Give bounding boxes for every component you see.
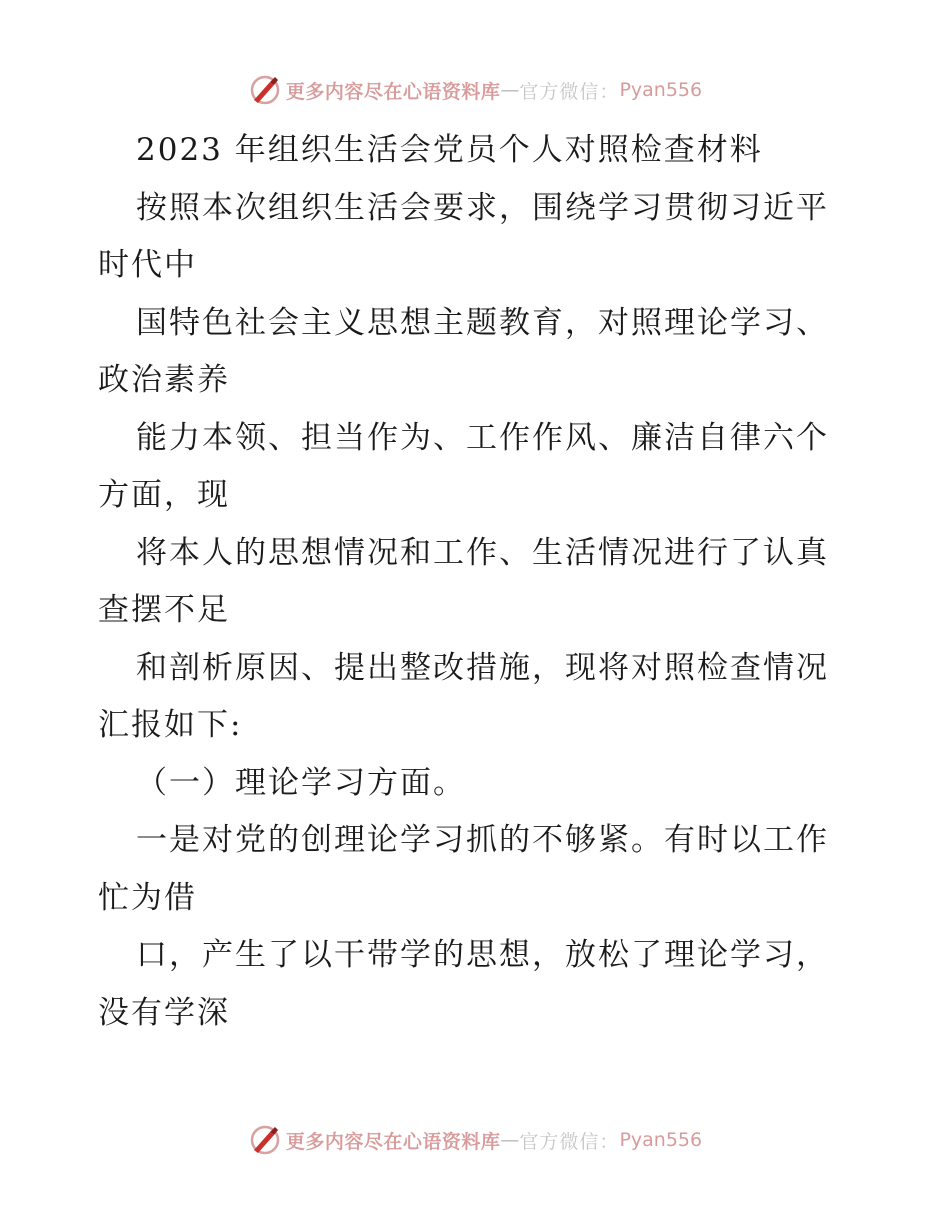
paragraph-line: 方面，现: [98, 477, 230, 513]
paragraph-line: 汇报如下:: [98, 707, 243, 743]
document-title: 2023 年组织生活会党员个人对照检查材料: [136, 132, 763, 168]
watermark-sub-text: 官方微信：: [519, 1130, 620, 1153]
section-heading: （一）理论学习方面。: [136, 764, 466, 801]
watermark-main-text: 更多内容尽在心语资料库: [285, 1130, 501, 1153]
pen-logo-icon: [248, 1123, 282, 1157]
watermark-dash: —: [500, 79, 520, 101]
paragraph-line: 时代中: [98, 247, 197, 283]
paragraph-line: 政治素养: [98, 362, 230, 398]
paragraph-line: 忙为借: [98, 879, 197, 916]
watermark-main-text: 更多内容尽在心语资料库: [285, 80, 501, 103]
watermark-footer: [0, 1120, 950, 1160]
paragraph-line: 能力本领、担当作为、工作作风、廉洁自律六个: [136, 419, 829, 456]
paragraph-line: 将本人的思想情况和工作、生活情况进行了认真: [136, 534, 829, 571]
watermark-id: Pyan556: [619, 1129, 703, 1151]
paragraph-line: 查摆不足: [98, 592, 230, 628]
watermark-header: [0, 70, 950, 110]
paragraph-line: 一是对党的创理论学习抓的不够紧。有时以工作: [136, 822, 829, 858]
paragraph-line: 和剖析原因、提出整改措施，现将对照检查情况: [136, 649, 829, 686]
paragraph-line: 没有学深: [98, 994, 230, 1031]
watermark-sub-text: 官方微信：: [519, 80, 620, 103]
paragraph-line: 按照本次组织生活会要求，围绕学习贯彻习近平: [136, 189, 829, 226]
watermark-id: Pyan556: [619, 79, 703, 101]
paragraph-line: 国特色社会主义思想主题教育，对照理论学习、: [136, 304, 829, 341]
paragraph-line: 口，产生了以干带学的思想，放松了理论学习，: [136, 937, 829, 973]
pen-logo-icon: [248, 73, 282, 107]
document-body: [98, 122, 858, 1042]
watermark-dash: —: [500, 1129, 520, 1151]
